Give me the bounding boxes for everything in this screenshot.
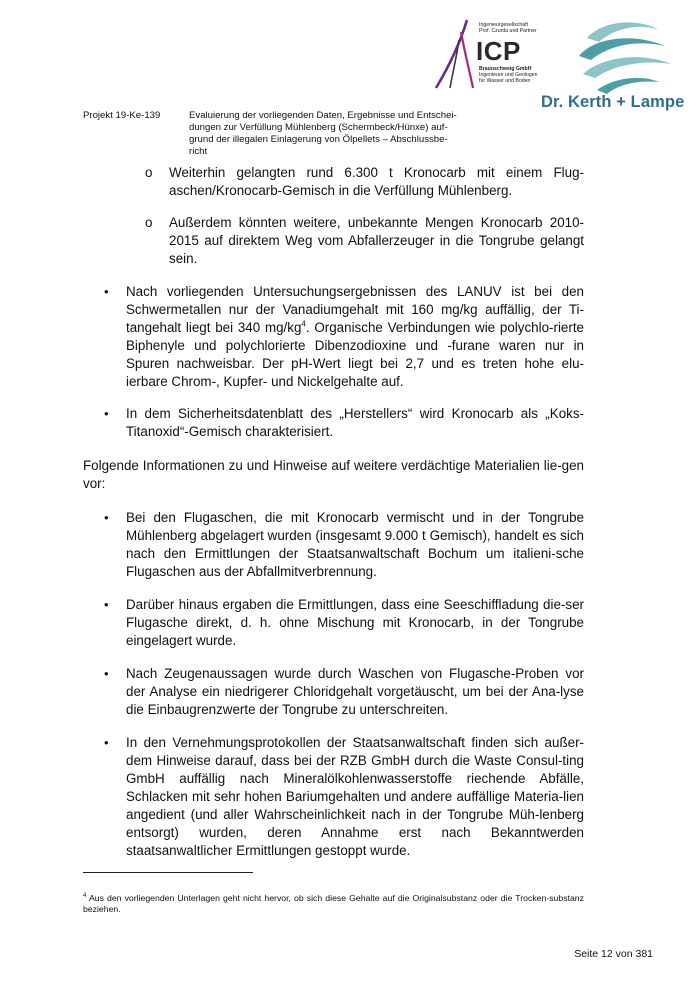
header-title-line: dungen zur Verfüllung Mühlenberg (Schermbeck/Hünxe) auf- [189,122,448,133]
kerth-lampe-swirl-icon [573,16,679,98]
bullet-text: Bei den Flugaschen, die mit Kronocarb vermischt und in der Tongrube Mühlenberg abgelagert wurden (insgesamt 9.000 t Gemisch), handelt es sich nach den Ermittlungen der Staatsanwaltschaft Bochum um italieni-sche Flugaschen aus der Abfallmitverbrennung. [126,510,584,579]
kerth-lampe-logo-text: Dr. Kerth + Lampe [541,93,685,111]
icp-sub-text-3: für Wasser und Boden [479,78,531,84]
header-title-line: grund der illegalen Einlagerung von Ölpellets – Abschlussbe- [189,134,448,145]
bullet-dot-icon: • [104,666,109,681]
bullet-list-item [83,596,584,650]
document-body [83,164,584,860]
bullet-text: Darüber hinaus ergaben die Ermittlungen, dass eine Seeschiffladung die-ser Flugasche direkt, d. h. ohne Mischung mit Kronocarb, in der Tongrube eingelagert wurde. [126,597,584,648]
bullet-dot-icon: • [104,510,109,525]
icp-sub-text [479,66,538,84]
circle-bullet-icon: o [145,165,153,180]
bullet-list-item [83,509,584,581]
footnote-separator [83,872,253,873]
bullet-text-continued: . Organische Verbindungen wie polychlo-rierte Biphenyle und polychlorierte Dibenzodioxine und -furane waren nur in Spuren nachweisbar. Der pH-Wert liegt bei 2,7 und es treten hohe elu-ierbare Chrom-, Kupfer- und Nickelgehalte auf. [126,320,584,389]
bullet-list-item [83,734,584,860]
footnote-number: 4 [83,893,87,900]
bullet-list-item [83,405,584,441]
bullet-text: Nach vorliegenden Untersuchungsergebnissen des LANUV ist bei den Schwermetallen nur der Vanadiumgehalt mit 160 mg/kg auffällig, der Ti-tangehalt liegt bei 340 mg/kg [126,284,584,335]
icp-sub-text-2: Ingenieure und Geologen [479,72,538,78]
page-number: Seite 12 von 381 [574,948,653,960]
bullet-dot-icon: • [104,284,109,299]
sub-list-item [83,214,584,268]
footnote-reference[interactable]: 4 [301,319,306,329]
footnote [83,893,584,915]
sub-list-item-text: Weiterhin gelangten rund 6.300 t Kronocarb mit einem Flug-aschen/Kronocarb-Gemisch in die Verfüllung Mühlenberg. [169,165,584,198]
icp-top-text-2: Prof. Czurda und Partner [479,28,537,34]
sub-list-item [83,164,584,200]
bullet-list-item [83,665,584,719]
bullet-text: Nach Zeugenaussagen wurde durch Waschen von Flugasche-Proben vor der Analyse ein niedrigerer Chloridgehalt vorgetäuscht, um bei der Ana-lyse die Einbaugrenzwerte der Tongrube zu unterschreiten. [126,666,584,717]
header-project-number: Projekt 19-Ke-139 [83,110,161,121]
bullet-dot-icon: • [104,735,109,750]
bullet-dot-icon: • [104,597,109,612]
icp-sub-text-1: Braunschweig GmbH [479,66,532,72]
bullet-dot-icon: • [104,406,109,421]
intro-paragraph: Folgende Informationen zu und Hinweise auf weitere verdächtige Materialien lie-gen vor: [83,458,584,491]
bullet-text: In den Vernehmungsprotokollen der Staatsanwaltschaft finden sich außer-dem Hinweise darauf, dass bei der RZB GmbH durch die Waste Consul-ting GmbH auffällig nach Mineralölkohlenwasserstoffe riechende Abfälle, Schlacken mit sehr hohen Bariumgehalten und andere auffällige Materia-lien angedient (und aller Wahrscheinlichkeit nach in der Tongrube Müh-lenberg entsorgt) wurden, deren Annahme erst nach Bekanntwerden staatsanwaltlicher Ermittlungen gestoppt wurde. [126,735,584,858]
bullet-list-item [83,283,584,391]
icp-logo-word: ICP [476,36,521,66]
icp-company-text [479,22,537,34]
header-document-title [189,110,524,158]
sub-list-item-text: Außerdem könnten weitere, unbekannte Mengen Kronocarb 2010-2015 auf direktem Weg vom Abfallerzeuger in die Tongrube gelangt sein. [169,215,584,266]
circle-bullet-icon: o [145,215,153,230]
header-title-line: richt [189,146,208,157]
header-title-line: Evaluierung der vorliegenden Daten, Ergebnisse und Entschei- [189,110,457,121]
footnote-text: Aus den vorliegenden Unterlagen geht nicht hervor, ob sich diese Gehalte auf die Originalsubstanz oder die Trocken-substanz beziehen. [83,893,584,914]
bullet-text: In dem Sicherheitsdatenblatt des „Herstellers“ wird Kronocarb als „Koks-Titanoxid“-Gemisch charakterisiert. [126,406,584,439]
icp-top-text-1: Ingenieurgesellschaft [479,22,529,28]
